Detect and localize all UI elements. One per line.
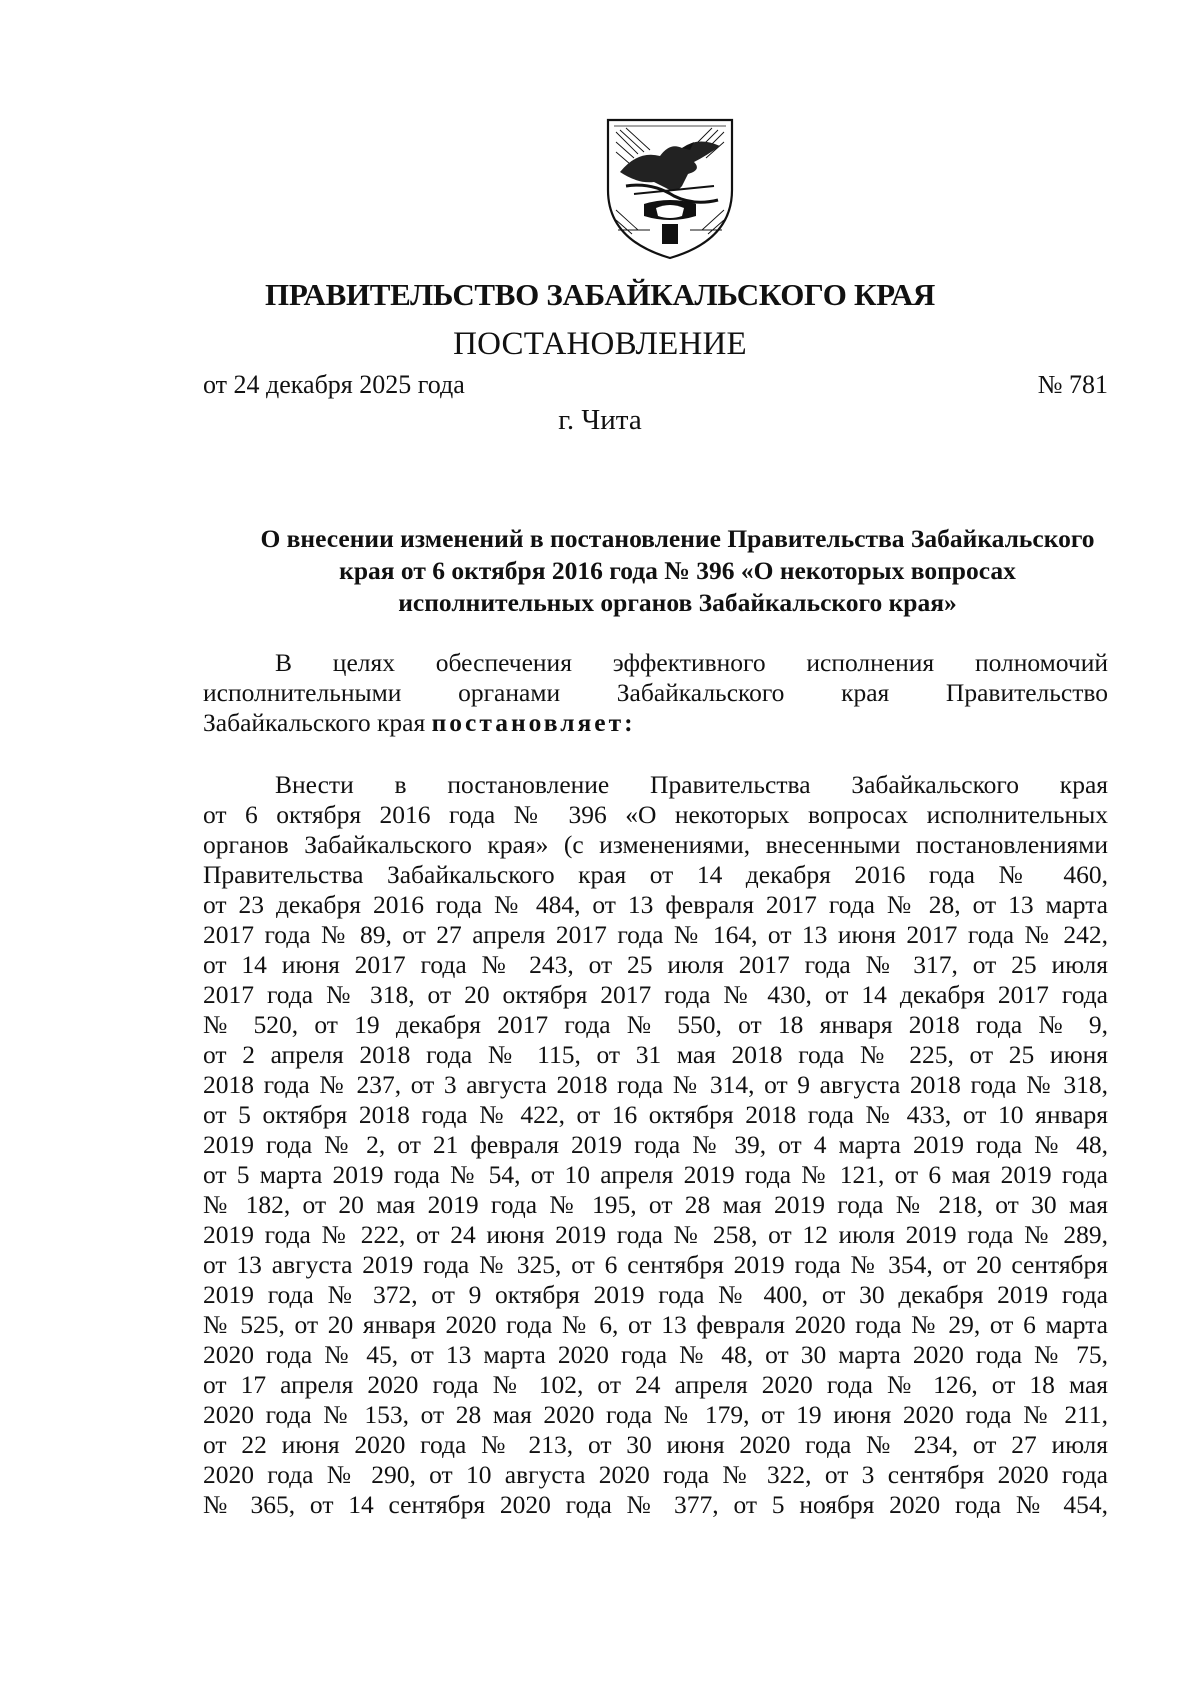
- text-line: Внести в постановление Правительства Забайкальского края: [275, 770, 1108, 799]
- document-number: № 781: [1037, 370, 1108, 399]
- text-line: № 182, от 20 мая 2019 года № 195, от 28 мая 2019 года № 218, от 30 мая: [203, 1190, 1108, 1219]
- text-line: [203, 708, 1108, 738]
- text-line: 2017 года № 318, от 20 октября 2017 года № 430, от 14 декабря 2017 года: [203, 980, 1108, 1009]
- body-paragraph: [203, 770, 1108, 1520]
- text-line: 2018 года № 237, от 3 августа 2018 года № 314, от 9 августа 2018 года № 318,: [203, 1070, 1108, 1099]
- text-line: В целях обеспечения эффективного исполнения полномочий: [275, 648, 1108, 677]
- text-line: органов Забайкальского края» (с изменениями, внесенными постановлениями: [203, 830, 1108, 859]
- preamble-paragraph: [203, 648, 1108, 738]
- title-line: исполнительных органов Забайкальского края»: [398, 588, 957, 617]
- text-line: от 5 октября 2018 года № 422, от 16 октября 2018 года № 433, от 10 января: [203, 1100, 1108, 1129]
- title-line: О внесении изменений в постановление Правительства Забайкальского: [260, 524, 1095, 553]
- coat-of-arms-icon: [598, 112, 742, 262]
- preamble-text: Забайкальского края: [203, 708, 426, 737]
- text-line: от 14 июня 2017 года № 243, от 25 июля 2017 года № 317, от 25 июля: [203, 950, 1108, 979]
- text-line: 2020 года № 45, от 13 марта 2020 года № 48, от 30 марта 2020 года № 75,: [203, 1340, 1108, 1369]
- document-date: от 24 декабря 2025 года: [203, 370, 465, 399]
- text-line: от 22 июня 2020 года № 213, от 30 июня 2020 года № 234, от 27 июля: [203, 1430, 1108, 1459]
- title-line: края от 6 октября 2016 года № 396 «О некоторых вопросах: [339, 556, 1016, 585]
- text-line: 2019 года № 372, от 9 октября 2019 года № 400, от 30 декабря 2019 года: [203, 1280, 1108, 1309]
- text-line: от 13 августа 2019 года № 325, от 6 сентября 2019 года № 354, от 20 сентября: [203, 1250, 1108, 1279]
- text-line: 2020 года № 290, от 10 августа 2020 года № 322, от 3 сентября 2020 года: [203, 1460, 1108, 1489]
- text-line: 2019 года № 222, от 24 июня 2019 года № 258, от 12 июля 2019 года № 289,: [203, 1220, 1108, 1249]
- resolves-word: постановляет:: [431, 708, 636, 737]
- text-line: 2020 года № 153, от 28 мая 2020 года № 179, от 19 июня 2020 года № 211,: [203, 1400, 1108, 1429]
- text-line: № 525, от 20 января 2020 года № 6, от 13 февраля 2020 года № 29, от 6 марта: [203, 1310, 1108, 1339]
- text-line: от 5 марта 2019 года № 54, от 10 апреля 2019 года № 121, от 6 мая 2019 года: [203, 1160, 1108, 1189]
- text-line: исполнительными органами Забайкальского края Правительство: [203, 678, 1108, 707]
- government-name: ПРАВИТЕЛЬСТВО ЗАБАЙКАЛЬСКОГО КРАЯ: [265, 277, 935, 312]
- document-type: ПОСТАНОВЛЕНИЕ: [453, 326, 747, 362]
- text-line: 2017 года № 89, от 27 апреля 2017 года № 164, от 13 июня 2017 года № 242,: [203, 920, 1108, 949]
- text-line: Правительства Забайкальского края от 14 декабря 2016 года № 460,: [203, 860, 1108, 889]
- text-line: от 6 октября 2016 года № 396 «О некоторых вопросах исполнительных: [203, 800, 1108, 829]
- document-city: г. Чита: [558, 404, 642, 436]
- text-line: № 520, от 19 декабря 2017 года № 550, от 18 января 2018 года № 9,: [203, 1010, 1108, 1039]
- text-line: от 23 декабря 2016 года № 484, от 13 февраля 2017 года № 28, от 13 марта: [203, 890, 1108, 919]
- text-line: от 17 апреля 2020 года № 102, от 24 апреля 2020 года № 126, от 18 мая: [203, 1370, 1108, 1399]
- text-line: № 365, от 14 сентября 2020 года № 377, от 5 ноября 2020 года № 454,: [203, 1490, 1108, 1519]
- document-title: [200, 523, 1155, 619]
- text-line: от 2 апреля 2018 года № 115, от 31 мая 2018 года № 225, от 25 июня: [203, 1040, 1108, 1069]
- text-line: 2019 года № 2, от 21 февраля 2019 года № 39, от 4 марта 2019 года № 48,: [203, 1130, 1108, 1159]
